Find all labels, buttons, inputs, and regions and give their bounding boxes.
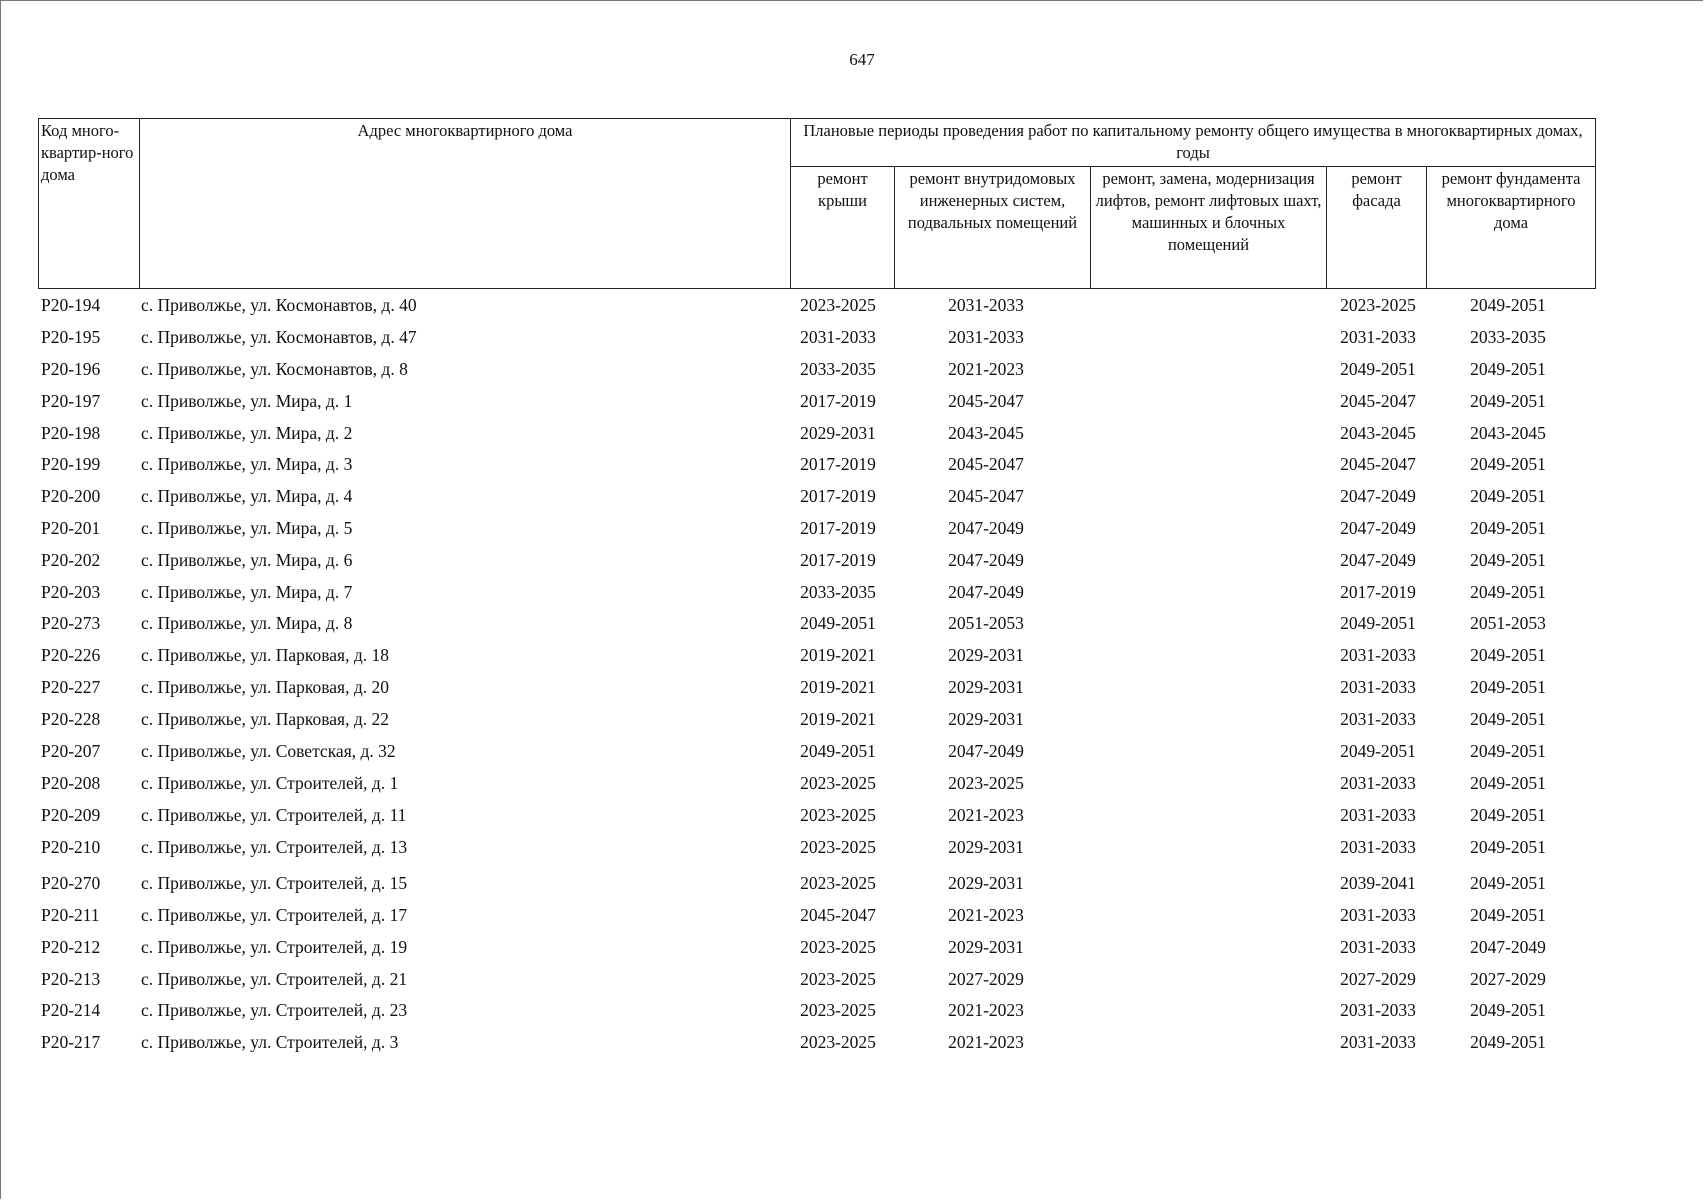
table-row xyxy=(38,802,1595,828)
row-foundation: 2049-2051 xyxy=(1470,709,1546,729)
table-row xyxy=(38,451,1595,477)
row-engineering: 2021-2023 xyxy=(948,905,1024,925)
table-row xyxy=(38,934,1595,960)
row-address: с. Приволжье, ул. Советская, д. 32 xyxy=(141,741,396,761)
row-facade: 2049-2051 xyxy=(1340,741,1416,761)
row-address: с. Приволжье, ул. Строителей, д. 19 xyxy=(141,937,408,957)
row-facade: 2031-2033 xyxy=(1340,645,1416,665)
row-address: с. Приволжье, ул. Строителей, д. 15 xyxy=(141,873,408,893)
row-code: P20-201 xyxy=(41,518,101,538)
row-address: с. Приволжье, ул. Строителей, д. 3 xyxy=(141,1032,399,1052)
table-row xyxy=(38,547,1595,573)
row-engineering: 2029-2031 xyxy=(948,645,1024,665)
row-foundation: 2049-2051 xyxy=(1470,645,1546,665)
row-code: P20-209 xyxy=(41,805,101,825)
row-engineering: 2029-2031 xyxy=(948,709,1024,729)
row-roof: 2023-2025 xyxy=(800,1032,876,1052)
row-foundation: 2049-2051 xyxy=(1470,805,1546,825)
row-roof: 2023-2025 xyxy=(800,295,876,315)
row-foundation: 2049-2051 xyxy=(1470,454,1546,474)
row-facade: 2031-2033 xyxy=(1340,937,1416,957)
table-row xyxy=(38,870,1595,896)
row-code: P20-199 xyxy=(41,454,101,474)
row-code: P20-214 xyxy=(41,1000,101,1020)
row-foundation: 2049-2051 xyxy=(1470,1000,1546,1020)
row-address: с. Приволжье, ул. Космонавтов, д. 40 xyxy=(141,295,417,315)
row-foundation: 2049-2051 xyxy=(1470,905,1546,925)
row-address: с. Приволжье, ул. Мира, д. 3 xyxy=(141,454,353,474)
row-code: P20-203 xyxy=(41,582,101,602)
row-engineering: 2047-2049 xyxy=(948,741,1024,761)
row-roof: 2049-2051 xyxy=(800,741,876,761)
row-address: с. Приволжье, ул. Мира, д. 1 xyxy=(141,391,353,411)
row-engineering: 2047-2049 xyxy=(948,518,1024,538)
row-facade: 2017-2019 xyxy=(1340,582,1416,602)
row-address: с. Приволжье, ул. Мира, д. 6 xyxy=(141,550,353,570)
row-roof: 2029-2031 xyxy=(800,423,876,443)
row-engineering: 2043-2045 xyxy=(948,423,1024,443)
row-code: P20-196 xyxy=(41,359,101,379)
row-address: с. Приволжье, ул. Мира, д. 5 xyxy=(141,518,353,538)
row-facade: 2031-2033 xyxy=(1340,327,1416,347)
row-roof: 2023-2025 xyxy=(800,1000,876,1020)
row-engineering: 2021-2023 xyxy=(948,1032,1024,1052)
row-engineering: 2045-2047 xyxy=(948,486,1024,506)
row-code: P20-227 xyxy=(41,677,101,697)
row-engineering: 2051-2053 xyxy=(948,613,1024,633)
row-engineering: 2047-2049 xyxy=(948,550,1024,570)
row-foundation: 2049-2051 xyxy=(1470,741,1546,761)
row-roof: 2023-2025 xyxy=(800,873,876,893)
row-code: P20-273 xyxy=(41,613,101,633)
row-facade: 2039-2041 xyxy=(1340,873,1416,893)
table-row xyxy=(38,356,1595,382)
row-foundation: 2049-2051 xyxy=(1470,486,1546,506)
row-facade: 2023-2025 xyxy=(1340,295,1416,315)
row-engineering: 2021-2023 xyxy=(948,1000,1024,1020)
row-facade: 2031-2033 xyxy=(1340,1000,1416,1020)
row-facade: 2043-2045 xyxy=(1340,423,1416,443)
table-row xyxy=(38,738,1595,764)
row-engineering: 2027-2029 xyxy=(948,969,1024,989)
row-roof: 2045-2047 xyxy=(800,905,876,925)
page-number: 647 xyxy=(849,50,875,69)
table-row xyxy=(38,674,1595,700)
row-facade: 2031-2033 xyxy=(1340,677,1416,697)
row-facade: 2031-2033 xyxy=(1340,773,1416,793)
row-code: P20-210 xyxy=(41,837,101,857)
row-foundation: 2049-2051 xyxy=(1470,582,1546,602)
row-code: P20-228 xyxy=(41,709,101,729)
row-address: с. Приволжье, ул. Мира, д. 8 xyxy=(141,613,353,633)
row-code: P20-200 xyxy=(41,486,101,506)
row-facade: 2045-2047 xyxy=(1340,391,1416,411)
row-foundation: 2049-2051 xyxy=(1470,773,1546,793)
row-roof: 2017-2019 xyxy=(800,391,876,411)
row-code: P20-211 xyxy=(41,905,100,925)
header-roof: ремонт крыши xyxy=(791,167,895,289)
row-roof: 2017-2019 xyxy=(800,486,876,506)
row-address: с. Приволжье, ул. Строителей, д. 23 xyxy=(141,1000,408,1020)
header-foundation: ремонт фундамента многоквартирного дома xyxy=(1427,167,1596,289)
row-engineering: 2029-2031 xyxy=(948,873,1024,893)
table-row xyxy=(38,324,1595,350)
header-code: Код много-квартир-ного дома xyxy=(39,119,140,289)
row-foundation: 2049-2051 xyxy=(1470,1032,1546,1052)
row-code: P20-226 xyxy=(41,645,101,665)
row-address: с. Приволжье, ул. Мира, д. 2 xyxy=(141,423,353,443)
row-address: с. Приволжье, ул. Космонавтов, д. 8 xyxy=(141,359,408,379)
row-engineering: 2031-2033 xyxy=(948,327,1024,347)
row-engineering: 2023-2025 xyxy=(948,773,1024,793)
row-roof: 2019-2021 xyxy=(800,709,876,729)
row-roof: 2031-2033 xyxy=(800,327,876,347)
row-foundation: 2049-2051 xyxy=(1470,295,1546,315)
row-code: P20-212 xyxy=(41,937,101,957)
row-engineering: 2031-2033 xyxy=(948,295,1024,315)
table-row xyxy=(38,579,1595,605)
table-row xyxy=(38,610,1595,636)
row-engineering: 2029-2031 xyxy=(948,837,1024,857)
row-code: P20-207 xyxy=(41,741,101,761)
row-code: P20-270 xyxy=(41,873,101,893)
row-foundation: 2049-2051 xyxy=(1470,550,1546,570)
row-foundation: 2049-2051 xyxy=(1470,873,1546,893)
row-facade: 2047-2049 xyxy=(1340,518,1416,538)
row-address: с. Приволжье, ул. Мира, д. 4 xyxy=(141,486,353,506)
row-roof: 2017-2019 xyxy=(800,454,876,474)
table-row xyxy=(38,388,1595,414)
row-foundation: 2047-2049 xyxy=(1470,937,1546,957)
row-roof: 2019-2021 xyxy=(800,677,876,697)
row-address: с. Приволжье, ул. Строителей, д. 13 xyxy=(141,837,408,857)
row-roof: 2023-2025 xyxy=(800,837,876,857)
table-row xyxy=(38,515,1595,541)
row-code: P20-197 xyxy=(41,391,101,411)
row-facade: 2047-2049 xyxy=(1340,486,1416,506)
row-roof: 2023-2025 xyxy=(800,805,876,825)
row-engineering: 2029-2031 xyxy=(948,677,1024,697)
row-foundation: 2049-2051 xyxy=(1470,391,1546,411)
row-address: с. Приволжье, ул. Строителей, д. 17 xyxy=(141,905,408,925)
header-address: Адрес многоквартирного дома xyxy=(140,119,791,289)
table-header xyxy=(38,118,1596,289)
header-lifts: ремонт, замена, модернизация лифтов, ремонт лифтовых шахт, машинных и блочных помещений xyxy=(1091,167,1327,289)
row-foundation: 2049-2051 xyxy=(1470,677,1546,697)
row-address: с. Приволжье, ул. Мира, д. 7 xyxy=(141,582,353,602)
row-facade: 2031-2033 xyxy=(1340,709,1416,729)
row-address: с. Приволжье, ул. Парковая, д. 18 xyxy=(141,645,389,665)
table-row xyxy=(38,642,1595,668)
row-foundation: 2027-2029 xyxy=(1470,969,1546,989)
row-facade: 2047-2049 xyxy=(1340,550,1416,570)
row-roof: 2033-2035 xyxy=(800,582,876,602)
row-roof: 2023-2025 xyxy=(800,969,876,989)
row-foundation: 2049-2051 xyxy=(1470,518,1546,538)
row-foundation: 2043-2045 xyxy=(1470,423,1546,443)
row-code: P20-194 xyxy=(41,295,101,315)
row-engineering: 2021-2023 xyxy=(948,805,1024,825)
row-foundation: 2033-2035 xyxy=(1470,327,1546,347)
row-facade: 2049-2051 xyxy=(1340,359,1416,379)
row-address: с. Приволжье, ул. Парковая, д. 22 xyxy=(141,709,389,729)
table-row xyxy=(38,997,1595,1023)
row-engineering: 2047-2049 xyxy=(948,582,1024,602)
row-code: P20-213 xyxy=(41,969,101,989)
row-roof: 2019-2021 xyxy=(800,645,876,665)
table-row xyxy=(38,834,1595,860)
row-code: P20-202 xyxy=(41,550,101,570)
table-row xyxy=(38,292,1595,318)
row-roof: 2023-2025 xyxy=(800,937,876,957)
row-address: с. Приволжье, ул. Строителей, д. 11 xyxy=(141,805,407,825)
row-engineering: 2045-2047 xyxy=(948,391,1024,411)
header-facade: ремонт фасада xyxy=(1327,167,1427,289)
header-engineering: ремонт внутридомовых инженерных систем, подвальных помещений xyxy=(895,167,1091,289)
row-roof: 2017-2019 xyxy=(800,518,876,538)
row-address: с. Приволжье, ул. Строителей, д. 21 xyxy=(141,969,408,989)
row-code: P20-195 xyxy=(41,327,101,347)
row-facade: 2031-2033 xyxy=(1340,1032,1416,1052)
row-roof: 2023-2025 xyxy=(800,773,876,793)
row-code: P20-217 xyxy=(41,1032,101,1052)
table-row xyxy=(38,966,1595,992)
row-code: P20-198 xyxy=(41,423,101,443)
row-engineering: 2021-2023 xyxy=(948,359,1024,379)
table-row xyxy=(38,1029,1595,1055)
row-foundation: 2049-2051 xyxy=(1470,837,1546,857)
row-code: P20-208 xyxy=(41,773,101,793)
table-row xyxy=(38,706,1595,732)
row-facade: 2045-2047 xyxy=(1340,454,1416,474)
row-facade: 2031-2033 xyxy=(1340,805,1416,825)
header-periods: Плановые периоды проведения работ по капитальному ремонту общего имущества в многоквартирных домах, годы xyxy=(791,119,1596,167)
row-address: с. Приволжье, ул. Космонавтов, д. 47 xyxy=(141,327,417,347)
row-facade: 2049-2051 xyxy=(1340,613,1416,633)
row-roof: 2049-2051 xyxy=(800,613,876,633)
row-engineering: 2045-2047 xyxy=(948,454,1024,474)
row-roof: 2017-2019 xyxy=(800,550,876,570)
row-engineering: 2029-2031 xyxy=(948,937,1024,957)
row-address: с. Приволжье, ул. Строителей, д. 1 xyxy=(141,773,399,793)
table-row xyxy=(38,902,1595,928)
table-row xyxy=(38,420,1595,446)
row-foundation: 2051-2053 xyxy=(1470,613,1546,633)
row-address: с. Приволжье, ул. Парковая, д. 20 xyxy=(141,677,389,697)
table-row xyxy=(38,770,1595,796)
row-facade: 2027-2029 xyxy=(1340,969,1416,989)
table-row xyxy=(38,483,1595,509)
row-roof: 2033-2035 xyxy=(800,359,876,379)
row-facade: 2031-2033 xyxy=(1340,837,1416,857)
row-foundation: 2049-2051 xyxy=(1470,359,1546,379)
row-facade: 2031-2033 xyxy=(1340,905,1416,925)
